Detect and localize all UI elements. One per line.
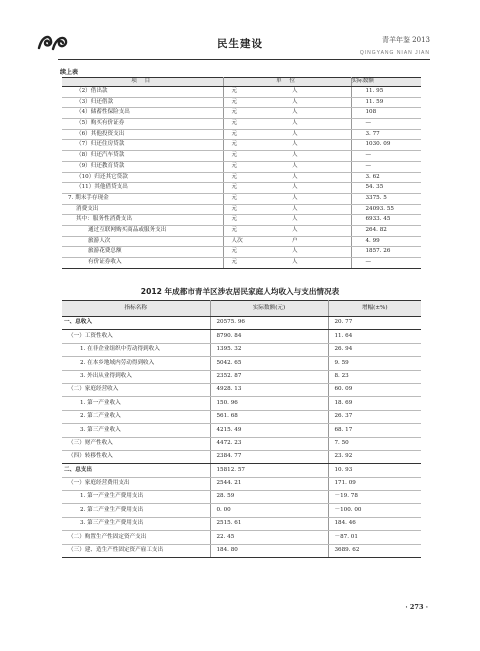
- table-row: [62, 450, 421, 463]
- row-name: （三）财产性收入: [62, 437, 210, 450]
- row-growth: 184. 46: [328, 517, 421, 530]
- row-unit-b: 人: [278, 215, 351, 226]
- row-name: 1. 第一产业收入: [62, 397, 210, 410]
- table-row: [62, 87, 421, 98]
- row-name: （9）归还教育贷款: [62, 161, 223, 172]
- row-unit-a: 元: [223, 151, 278, 162]
- row-unit-b: 人: [278, 172, 351, 183]
- row-name: （5）购买有价证券: [62, 119, 223, 130]
- row-unit-a: 元: [223, 204, 278, 215]
- row-name: 3. 外出从业得到收入: [62, 370, 210, 383]
- section-title: 民生建设: [217, 38, 263, 50]
- table-row: [62, 129, 421, 140]
- table-row: [62, 119, 421, 130]
- page-header: [0, 0, 480, 62]
- row-name: （8）归还汽车贷款: [62, 151, 223, 162]
- row-actual: 20575. 96: [210, 317, 328, 330]
- table-header-row: [62, 78, 421, 87]
- row-value: 6933. 45: [351, 215, 421, 226]
- row-unit-a: 元: [223, 108, 278, 119]
- header-item: 项 目: [62, 78, 223, 87]
- income-expenditure-table: [62, 300, 421, 558]
- table-row: [62, 161, 421, 172]
- row-unit-a: 元: [223, 183, 278, 194]
- row-unit-a: 元: [223, 225, 278, 236]
- table-row: [62, 215, 421, 226]
- table-row: [62, 108, 421, 119]
- row-name: 7. 期末手存现金: [62, 193, 223, 204]
- row-value: 11. 95: [351, 87, 421, 98]
- row-unit-a: 元: [223, 140, 278, 151]
- row-growth: 8. 23: [328, 370, 421, 383]
- header-value: 实际数额: [351, 78, 421, 87]
- table-row: [62, 204, 421, 215]
- table-row: [62, 397, 421, 410]
- row-unit-a: 元: [223, 129, 278, 140]
- row-actual: 8790. 84: [210, 330, 328, 343]
- row-unit-b: 人: [278, 119, 351, 130]
- row-actual: 4215. 49: [210, 424, 328, 437]
- table-row: [62, 464, 421, 477]
- row-name: 有价证券收入: [62, 258, 223, 269]
- row-value: 4. 99: [351, 236, 421, 247]
- row-growth: 9. 59: [328, 357, 421, 370]
- row-growth: 171. 09: [328, 477, 421, 490]
- row-actual: 5042. 65: [210, 357, 328, 370]
- row-actual: 1395. 32: [210, 343, 328, 356]
- table-row: [62, 225, 421, 236]
- row-value: 54. 35: [351, 183, 421, 194]
- row-name: 2. 第二产业收入: [62, 410, 210, 423]
- row-actual: 4928. 13: [210, 383, 328, 396]
- row-name: （四）转移性收入: [62, 450, 210, 463]
- table-row: [62, 258, 421, 269]
- row-value: 3. 62: [351, 172, 421, 183]
- row-name: 旅游人次: [62, 236, 223, 247]
- yearbook-title-pinyin: QINGYANG NIAN JIAN: [359, 50, 430, 56]
- row-name: （2）借出款: [62, 87, 223, 98]
- row-actual: 150. 96: [210, 397, 328, 410]
- table-row: [62, 97, 421, 108]
- table-row: [62, 517, 421, 530]
- row-unit-a: 人次: [223, 236, 278, 247]
- row-actual: 184. 80: [210, 544, 328, 557]
- table-row: [62, 183, 421, 194]
- row-unit-a: 元: [223, 215, 278, 226]
- row-name: （三）建、造生产性固定资产雇工支出: [62, 544, 210, 557]
- row-growth: 23. 92: [328, 450, 421, 463]
- row-unit-a: 元: [223, 97, 278, 108]
- row-growth: 7. 50: [328, 437, 421, 450]
- row-name: 一、总收入: [62, 317, 210, 330]
- continued-label: 续上表: [60, 69, 79, 76]
- row-unit-a: 元: [223, 161, 278, 172]
- row-actual: 2384. 77: [210, 450, 328, 463]
- table-row: [62, 437, 421, 450]
- row-unit-b: 人: [278, 204, 351, 215]
- row-unit-a: 元: [223, 119, 278, 130]
- row-unit-b: 人: [278, 129, 351, 140]
- row-name: （6）其他投资支出: [62, 129, 223, 140]
- row-growth: 18. 69: [328, 397, 421, 410]
- row-unit-a: 元: [223, 247, 278, 258]
- row-unit-b: 人: [278, 258, 351, 269]
- row-unit-a: 元: [223, 258, 278, 269]
- table-header-row: [62, 301, 421, 317]
- row-unit-b: 人: [278, 193, 351, 204]
- table-row: [62, 247, 421, 258]
- row-name: （3）归还借款: [62, 97, 223, 108]
- row-unit-b: 人: [278, 97, 351, 108]
- row-unit-b: 人: [278, 140, 351, 151]
- row-name: （10）归还其它贷款: [62, 172, 223, 183]
- header-divider: [58, 59, 430, 60]
- row-growth: －87. 01: [328, 531, 421, 544]
- row-actual: 28. 59: [210, 491, 328, 504]
- row-actual: 0. 00: [210, 504, 328, 517]
- table-row: [62, 317, 421, 330]
- row-growth: 3689. 62: [328, 544, 421, 557]
- table-title: 2012 年成都市青羊区涉农居民家庭人均收入与支出情况表: [140, 287, 340, 296]
- table-row: [62, 383, 421, 396]
- row-unit-b: 人: [278, 183, 351, 194]
- row-unit-a: 元: [223, 172, 278, 183]
- row-value: —: [351, 258, 421, 269]
- row-actual: 561. 68: [210, 410, 328, 423]
- row-unit-b: 人: [278, 225, 351, 236]
- row-value: 264. 82: [351, 225, 421, 236]
- table-row: [62, 544, 421, 557]
- row-unit-b: 人: [278, 151, 351, 162]
- row-name: 二、总支出: [62, 464, 210, 477]
- table-row: [62, 424, 421, 437]
- row-growth: －19. 78: [328, 491, 421, 504]
- row-name: （4）储蓄性保险支出: [62, 108, 223, 119]
- row-growth: 20. 77: [328, 317, 421, 330]
- table-row: [62, 172, 421, 183]
- table-row: [62, 151, 421, 162]
- row-unit-a: 元: [223, 87, 278, 98]
- table-row: [62, 370, 421, 383]
- row-value: —: [351, 119, 421, 130]
- row-name: 3. 第三产业收入: [62, 424, 210, 437]
- row-name: 1. 在非企业组织中劳动得到收入: [62, 343, 210, 356]
- row-actual: 22. 45: [210, 531, 328, 544]
- row-unit-b: 人: [278, 161, 351, 172]
- table-row: [62, 140, 421, 151]
- row-unit-b: 户: [278, 236, 351, 247]
- table-row: [62, 410, 421, 423]
- table-row: [62, 236, 421, 247]
- row-unit-b: 人: [278, 108, 351, 119]
- row-unit-b: 人: [278, 247, 351, 258]
- row-value: 3375. 5: [351, 193, 421, 204]
- row-actual: 2544. 21: [210, 477, 328, 490]
- header-name: 指标名称: [62, 301, 210, 317]
- row-name: （二）购置生产性固定资产支出: [62, 531, 210, 544]
- row-growth: 60. 09: [328, 383, 421, 396]
- row-unit-b: 人: [278, 87, 351, 98]
- table-row: [62, 330, 421, 343]
- yearbook-title: 青羊年鉴 2013: [381, 36, 430, 44]
- table-row: [62, 357, 421, 370]
- row-value: 11. 59: [351, 97, 421, 108]
- row-growth: 10. 93: [328, 464, 421, 477]
- table-row: [62, 491, 421, 504]
- row-actual: 4472. 23: [210, 437, 328, 450]
- row-value: 108: [351, 108, 421, 119]
- table-row: [62, 343, 421, 356]
- row-name: （7）归还住房贷款: [62, 140, 223, 151]
- row-name: 通过互联网购买商品或服务支出: [62, 225, 223, 236]
- table-row: [62, 531, 421, 544]
- row-value: 1857. 26: [351, 247, 421, 258]
- page-number: · 273 ·: [405, 603, 428, 611]
- header-actual: 实际数额(元): [210, 301, 328, 317]
- row-growth: －100. 00: [328, 504, 421, 517]
- table-row: [62, 193, 421, 204]
- row-name: 旅游花费总额: [62, 247, 223, 258]
- row-growth: 68. 17: [328, 424, 421, 437]
- continued-table: [62, 77, 421, 269]
- row-actual: 2515. 61: [210, 517, 328, 530]
- table-row: [62, 504, 421, 517]
- row-value: —: [351, 161, 421, 172]
- row-name: 2. 第二产业生产费用支出: [62, 504, 210, 517]
- row-actual: 2352. 87: [210, 370, 328, 383]
- header-unit: 单 位: [223, 78, 351, 87]
- header-growth: 增幅(±%): [328, 301, 421, 317]
- row-name: （一）工资性收入: [62, 330, 210, 343]
- row-value: —: [351, 151, 421, 162]
- row-name: 消费支出: [62, 204, 223, 215]
- row-name: （11）其他借贷支出: [62, 183, 223, 194]
- row-value: 1030. 09: [351, 140, 421, 151]
- row-unit-a: 元: [223, 193, 278, 204]
- row-name: 2. 在本乡地域内劳动得到收入: [62, 357, 210, 370]
- row-name: （二）家庭经营收入: [62, 383, 210, 396]
- row-growth: 26. 37: [328, 410, 421, 423]
- row-value: 24093. 55: [351, 204, 421, 215]
- row-name: （一）家庭经营费用支出: [62, 477, 210, 490]
- row-value: 3. 77: [351, 129, 421, 140]
- row-actual: 15812. 57: [210, 464, 328, 477]
- table-row: [62, 477, 421, 490]
- row-name: 其中：服务性消费支出: [62, 215, 223, 226]
- row-growth: 26. 94: [328, 343, 421, 356]
- row-name: 1. 第一产业生产费用支出: [62, 491, 210, 504]
- row-name: 3. 第三产业生产费用支出: [62, 517, 210, 530]
- row-growth: 11. 64: [328, 330, 421, 343]
